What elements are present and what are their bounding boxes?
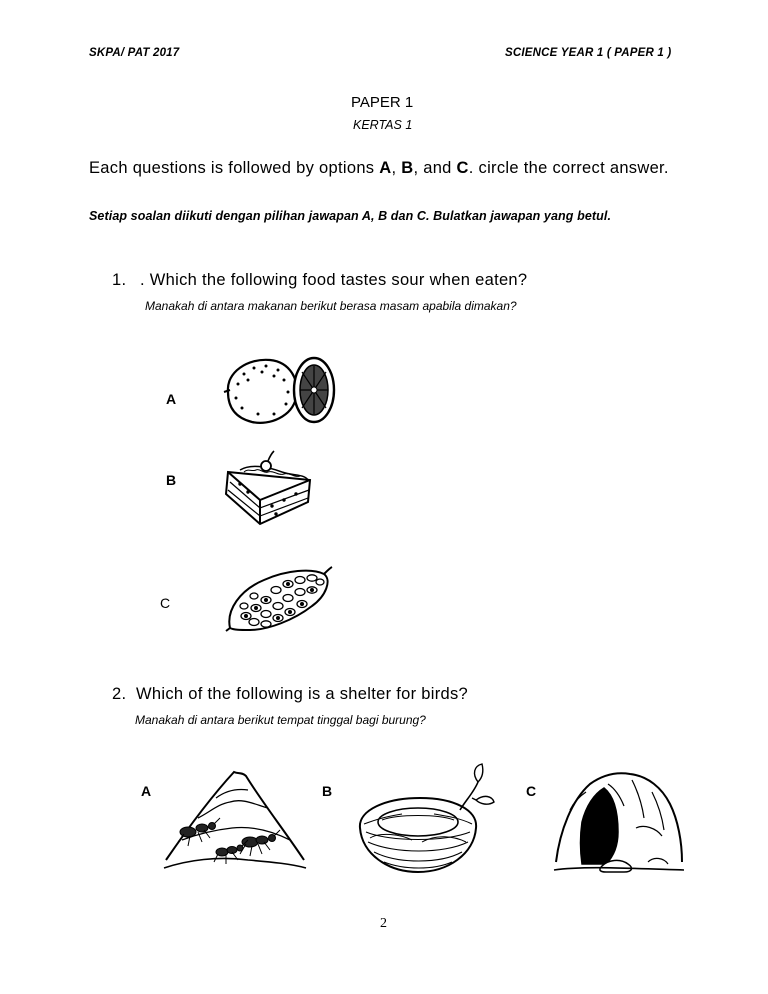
page-subtitle: KERTAS 1	[353, 118, 413, 132]
cake-slice-icon	[220, 450, 320, 530]
anthill-icon	[158, 768, 310, 880]
question-1-option-b[interactable]: B	[166, 472, 177, 488]
bird-nest-icon	[350, 762, 500, 880]
question-1-text: . Which the following food tastes sour when eaten?	[140, 271, 528, 289]
question-2-option-a[interactable]: A	[141, 783, 152, 799]
question-1-text-ms: Manakah di antara makanan berikut berasa masam apabila dimakan?	[145, 299, 517, 313]
question-2-option-c[interactable]: C	[526, 783, 537, 799]
question-1-number: 1.	[112, 271, 127, 289]
question-1-option-a[interactable]: A	[166, 391, 177, 407]
cave-icon	[552, 770, 686, 880]
instructions-en: Each questions is followed by options A, B, and C. circle the correct answer.	[89, 159, 669, 177]
lemon-icon	[218, 352, 340, 428]
instructions-ms: Setiap soalan diikuti dengan pilihan jawapan A, B dan C. Bulatkan jawapan yang betul.	[89, 209, 612, 223]
header-left: SKPA/ PAT 2017	[89, 47, 180, 59]
question-2-text: Which of the following is a shelter for birds?	[136, 685, 469, 703]
question-2-option-b[interactable]: B	[322, 783, 333, 799]
page-number: 2	[380, 916, 387, 931]
dried-fruit-icon	[224, 566, 336, 632]
page-title: PAPER 1	[351, 94, 414, 111]
header-right: SCIENCE YEAR 1 ( PAPER 1 )	[505, 47, 672, 59]
question-2-text-ms: Manakah di antara berikut tempat tinggal bagi burung?	[135, 713, 426, 727]
question-2-number: 2.	[112, 685, 127, 703]
question-1-option-c[interactable]: C	[160, 595, 171, 611]
